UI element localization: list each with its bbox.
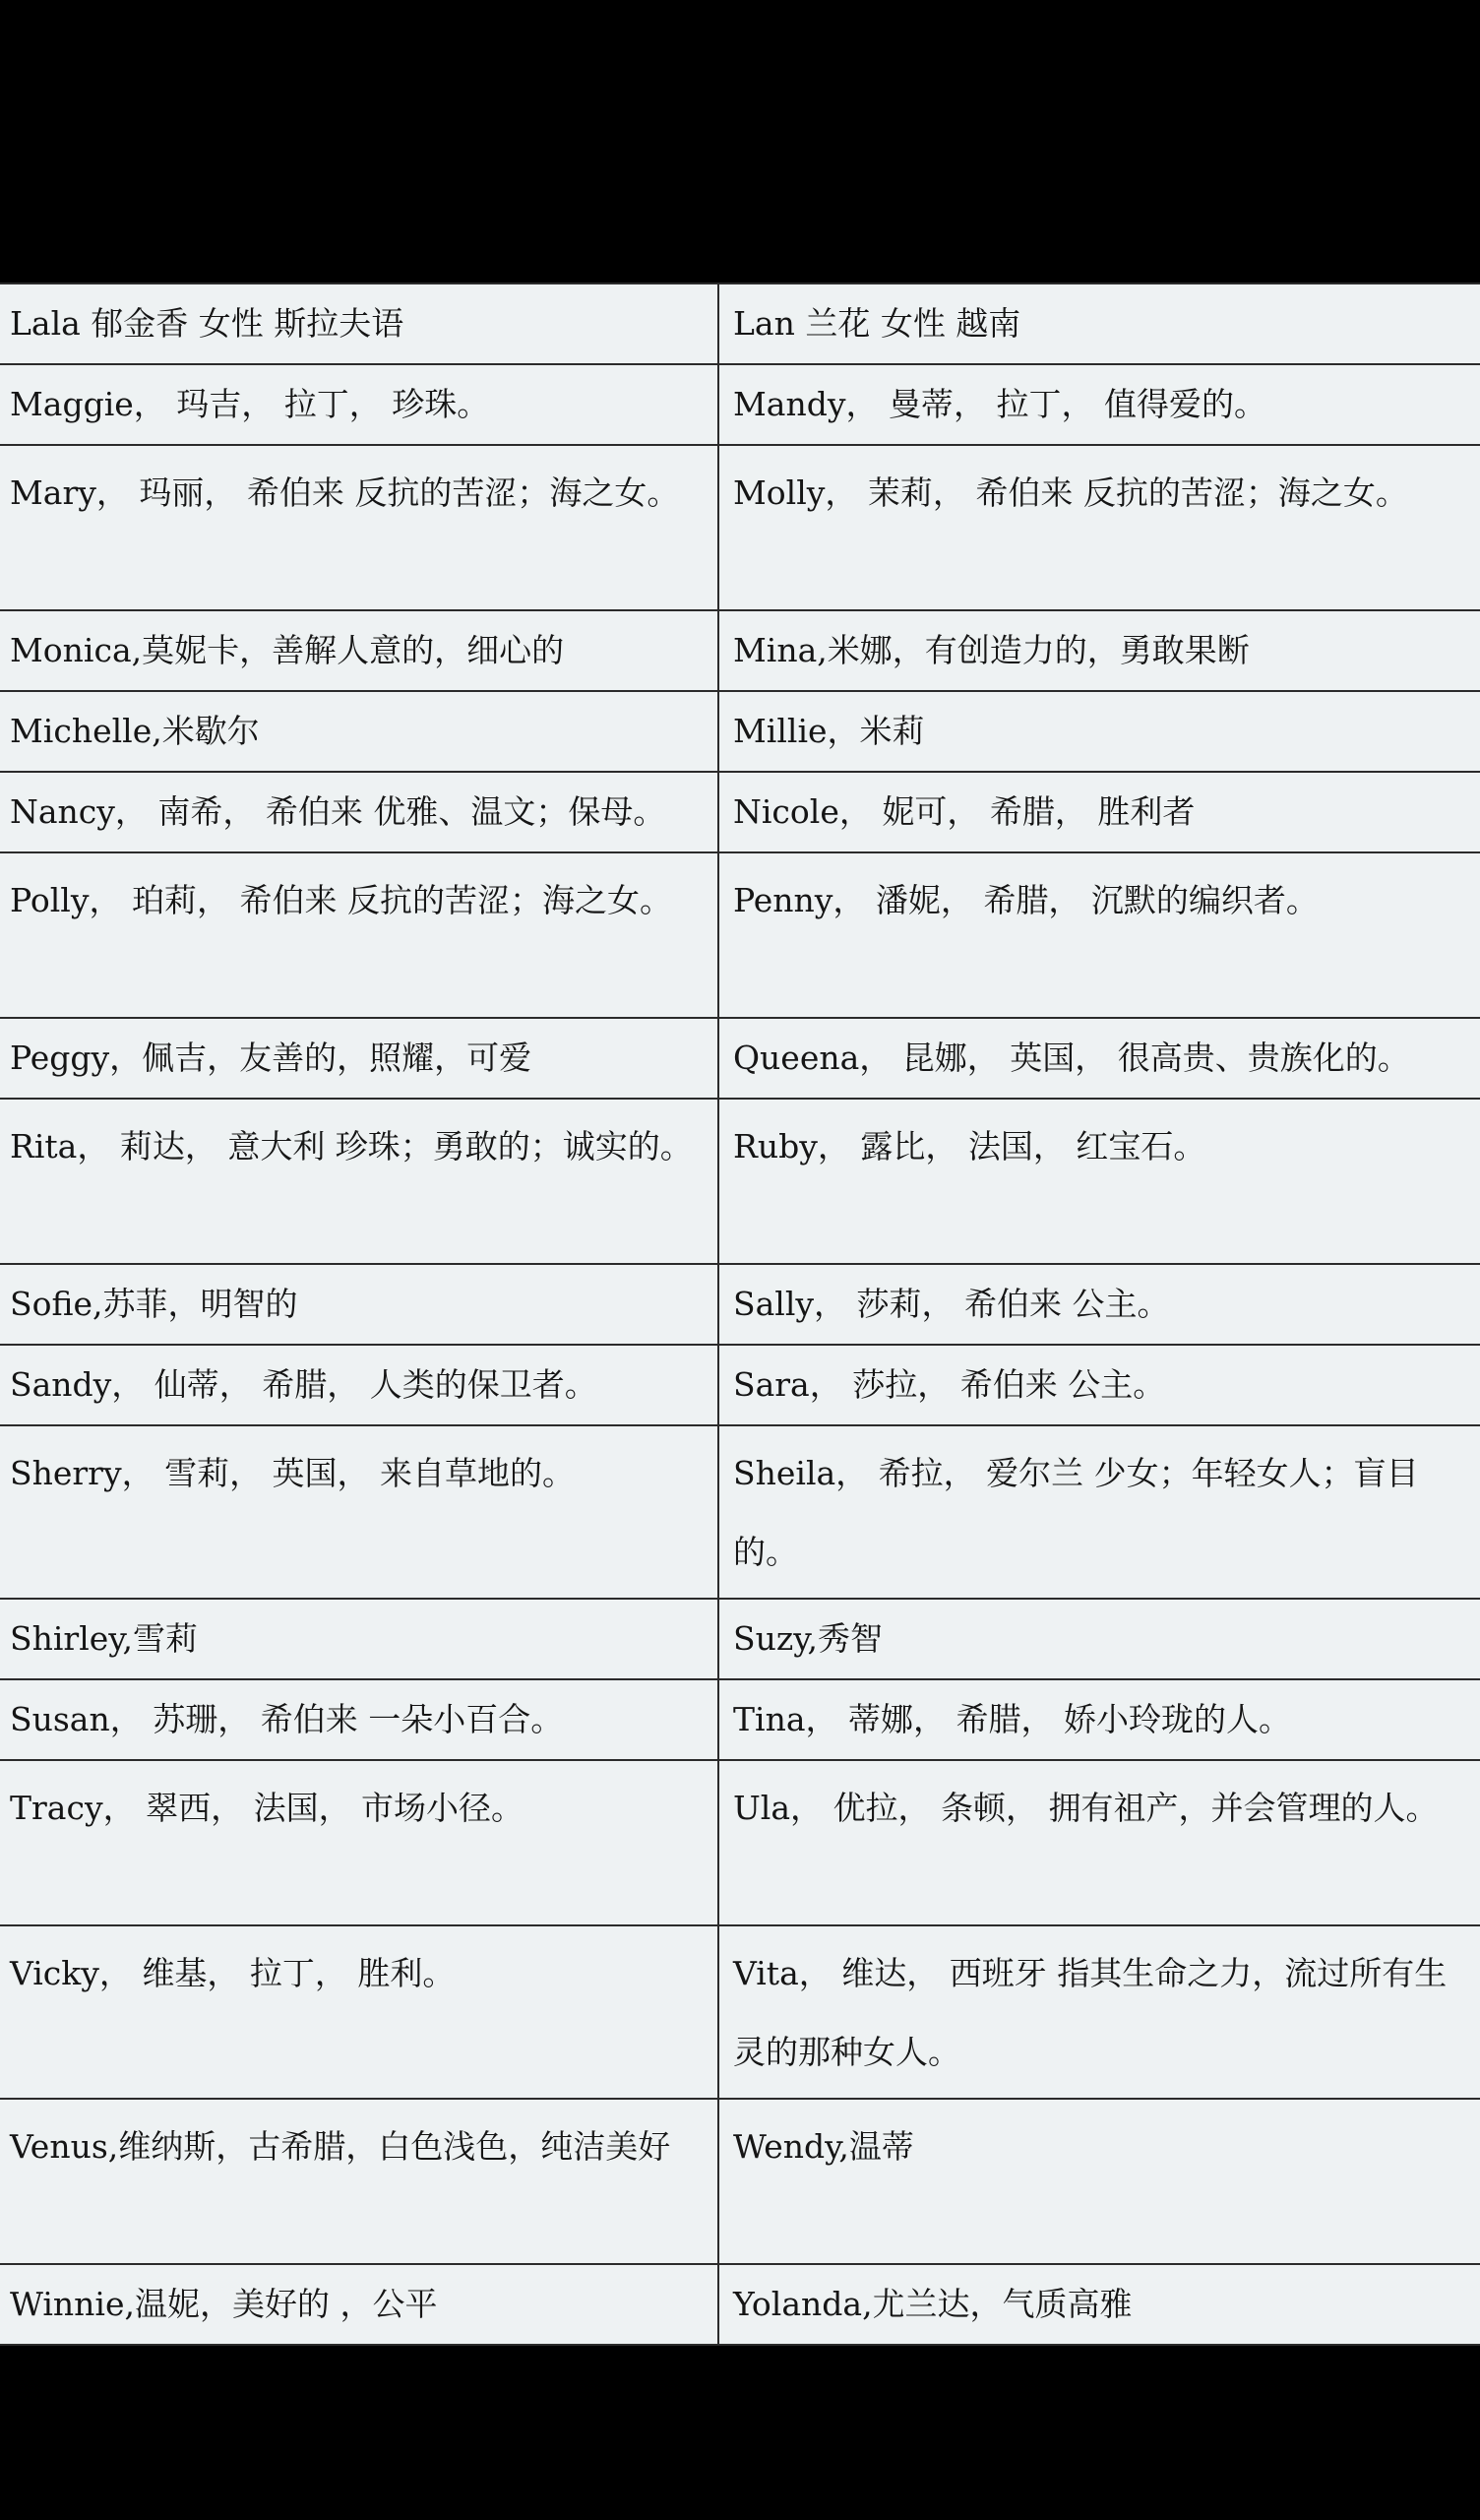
name-cell: Maggie， 玛吉， 拉丁， 珍珠。: [0, 364, 718, 445]
name-cell: Suzy,秀智: [718, 1599, 1480, 1679]
name-cell: Molly， 茉莉， 希伯来 反抗的苦涩；海之女。: [718, 445, 1480, 610]
table-row: [0, 1018, 1480, 1099]
name-cell: Lala 郁金香 女性 斯拉夫语: [0, 284, 718, 364]
name-cell: Mary， 玛丽， 希伯来 反抗的苦涩；海之女。: [0, 445, 718, 610]
table-row: [0, 1264, 1480, 1345]
table-row: [0, 1679, 1480, 1760]
name-cell: Venus,维纳斯，古希腊，白色浅色，纯洁美好: [0, 2099, 718, 2264]
name-cell: Monica,莫妮卡，善解人意的，细心的: [0, 610, 718, 691]
name-cell: Millie，米莉: [718, 691, 1480, 772]
table-row: [0, 1345, 1480, 1425]
table-row: [0, 772, 1480, 852]
table-row: [0, 1425, 1480, 1599]
table-row: [0, 364, 1480, 445]
name-cell: Shirley,雪莉: [0, 1599, 718, 1679]
table-row: [0, 852, 1480, 1018]
name-cell: Tracy， 翠西， 法国， 市场小径。: [0, 1760, 718, 1925]
name-cell: Sofie,苏菲，明智的: [0, 1264, 718, 1345]
name-cell: Lan 兰花 女性 越南: [718, 284, 1480, 364]
name-cell: Wendy,温蒂: [718, 2099, 1480, 2264]
table-row: [0, 1925, 1480, 2099]
name-cell: Sally， 莎莉， 希伯来 公主。: [718, 1264, 1480, 1345]
name-cell: Sheila， 希拉， 爱尔兰 少女；年轻女人；盲目的。: [718, 1425, 1480, 1599]
english-names-table: [0, 283, 1480, 2346]
name-cell: Ruby， 露比， 法国， 红宝石。: [718, 1099, 1480, 1264]
name-cell: Penny， 潘妮， 希腊， 沉默的编织者。: [718, 852, 1480, 1018]
name-cell: Nancy， 南希， 希伯来 优雅、温文；保母。: [0, 772, 718, 852]
name-cell: Tina， 蒂娜， 希腊， 娇小玲珑的人。: [718, 1679, 1480, 1760]
name-cell: Peggy，佩吉，友善的，照耀，可爱: [0, 1018, 718, 1099]
name-cell: Vicky， 维基， 拉丁， 胜利。: [0, 1925, 718, 2099]
name-cell: Michelle,米歇尔: [0, 691, 718, 772]
name-cell: Queena， 昆娜， 英国， 很高贵、贵族化的。: [718, 1018, 1480, 1099]
name-cell: Rita， 莉达， 意大利 珍珠；勇敢的；诚实的。: [0, 1099, 718, 1264]
name-cell: Yolanda,尤兰达，气质高雅: [718, 2264, 1480, 2345]
name-cell: Winnie,温妮，美好的 ，公平: [0, 2264, 718, 2345]
table-row: [0, 2264, 1480, 2345]
name-cell: Susan， 苏珊， 希伯来 一朵小百合。: [0, 1679, 718, 1760]
name-cell: Polly， 珀莉， 希伯来 反抗的苦涩；海之女。: [0, 852, 718, 1018]
table-row: [0, 1099, 1480, 1264]
name-cell: Vita， 维达， 西班牙 指其生命之力，流过所有生灵的那种女人。: [718, 1925, 1480, 2099]
name-cell: Sandy， 仙蒂， 希腊， 人类的保卫者。: [0, 1345, 718, 1425]
table-row: [0, 691, 1480, 772]
table-row: [0, 2099, 1480, 2264]
name-cell: Sara， 莎拉， 希伯来 公主。: [718, 1345, 1480, 1425]
table-row: [0, 1760, 1480, 1925]
table-row: [0, 284, 1480, 364]
name-cell: Nicole， 妮可， 希腊， 胜利者: [718, 772, 1480, 852]
name-cell: Mina,米娜，有创造力的，勇敢果断: [718, 610, 1480, 691]
table-row: [0, 1599, 1480, 1679]
name-cell: Ula， 优拉， 条顿， 拥有祖产，并会管理的人。: [718, 1760, 1480, 1925]
name-cell: Sherry， 雪莉， 英国， 来自草地的。: [0, 1425, 718, 1599]
table-row: [0, 445, 1480, 610]
document-page: [0, 283, 1480, 2344]
table-row: [0, 610, 1480, 691]
name-cell: Mandy， 曼蒂， 拉丁， 值得爱的。: [718, 364, 1480, 445]
